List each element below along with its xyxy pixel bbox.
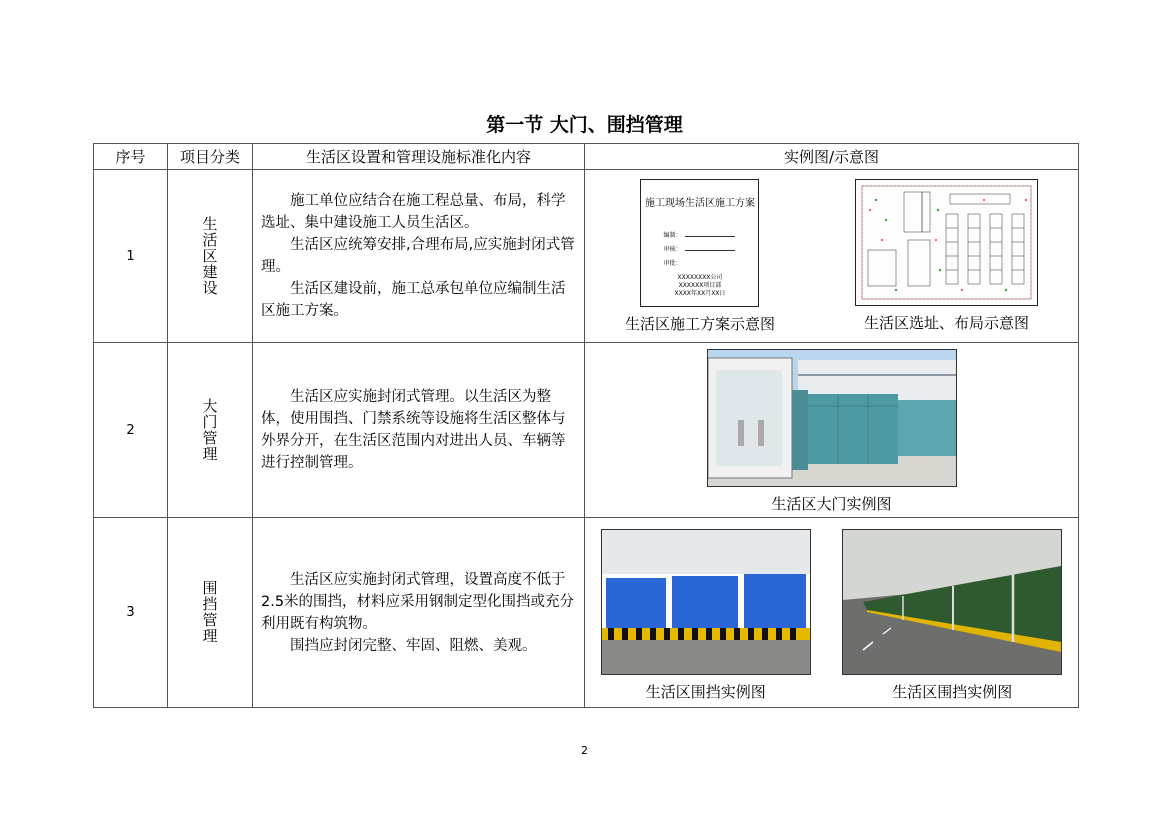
gate-photo <box>707 349 957 487</box>
row-content <box>253 343 585 518</box>
figure-caption: 生活区围挡实例图 <box>645 683 766 701</box>
plan-document-image <box>640 179 759 307</box>
plan-doc-footer-line: XXXXXXXX公司 <box>677 274 723 281</box>
figure-caption: 生活区施工方案示意图 <box>624 315 775 333</box>
fence-photo-blue <box>601 529 811 675</box>
plan-doc-title: 施工现场生活区施工方案 <box>644 198 755 209</box>
row-examples <box>585 343 1079 518</box>
content-paragraph: 施工单位应结合在施工程总量、布局，科学选址、集中建设施工人员生活区。 <box>261 193 566 231</box>
table-header-row <box>94 144 1079 170</box>
row-examples <box>585 518 1079 708</box>
table-row <box>94 518 1079 708</box>
content-paragraph: 生活区应实施封闭式管理。以生活区为整体，使用围挡、门禁系统等设施将生活区整体与外界分开，在生活区范围内对进出人员、车辆等进行控制管理。 <box>261 389 566 471</box>
plan-doc-footer <box>641 274 758 298</box>
header-num: 序号 <box>94 144 168 170</box>
section-title: 第一节 大门、围挡管理 <box>486 114 683 136</box>
figure-caption: 生活区选址、布局示意图 <box>863 314 1029 332</box>
table-row <box>94 170 1079 343</box>
figure-caption: 生活区围挡实例图 <box>892 683 1013 701</box>
green-fence-illustration <box>843 530 1061 674</box>
page-number: 2 <box>581 744 588 757</box>
row-number: 1 <box>94 170 168 343</box>
site-layout-plan-image <box>855 179 1038 306</box>
figure-layout <box>855 179 1038 334</box>
plan-doc-footer-line: XXXXXX项目部 <box>678 282 722 289</box>
plan-doc-field: 审核： <box>663 246 682 253</box>
blue-fence-illustration <box>602 530 810 674</box>
row-content <box>253 518 585 708</box>
content-paragraph: 生活区应实施封闭式管理，设置高度不低于2.5米的围挡，材料应采用钢制定型化围挡或充分利用既有构筑物。 <box>261 571 575 632</box>
row-examples <box>585 170 1079 343</box>
plan-doc-field: 审批： <box>663 260 682 267</box>
figure-plan-doc <box>625 179 775 334</box>
standards-table <box>93 143 1079 708</box>
content-paragraph: 围挡应封闭完整、牢固、阻燃、美观。 <box>290 637 537 654</box>
figure-fence-blue <box>601 529 811 702</box>
row-number: 2 <box>94 343 168 518</box>
plan-doc-field: 编制： <box>663 232 682 239</box>
figure-gate <box>707 343 957 514</box>
content-paragraph: 生活区建设前，施工总承包单位应编制生活区施工方案。 <box>261 281 566 319</box>
fence-photo-green <box>842 529 1062 675</box>
site-layout-drawing <box>856 180 1037 305</box>
table-row <box>94 343 1079 518</box>
figure-fence-green <box>842 529 1062 702</box>
row-content <box>253 170 585 343</box>
plan-doc-footer-line: XXXX年XX月XX日 <box>674 290 726 297</box>
row-category: 围挡管理 <box>202 579 218 645</box>
figure-caption: 生活区大门实例图 <box>771 495 892 513</box>
plan-doc-underline <box>685 250 735 251</box>
header-example: 实例图/示意图 <box>585 144 1079 170</box>
row-number: 3 <box>94 518 168 708</box>
row-category: 生活区建设 <box>202 214 218 297</box>
gate-illustration <box>708 350 956 486</box>
header-category: 项目分类 <box>168 144 253 170</box>
plan-doc-underline <box>685 236 735 237</box>
content-paragraph: 生活区应统筹安排,合理布局,应实施封闭式管理。 <box>261 237 575 275</box>
header-content: 生活区设置和管理设施标准化内容 <box>253 144 585 170</box>
row-category: 大门管理 <box>202 396 218 463</box>
